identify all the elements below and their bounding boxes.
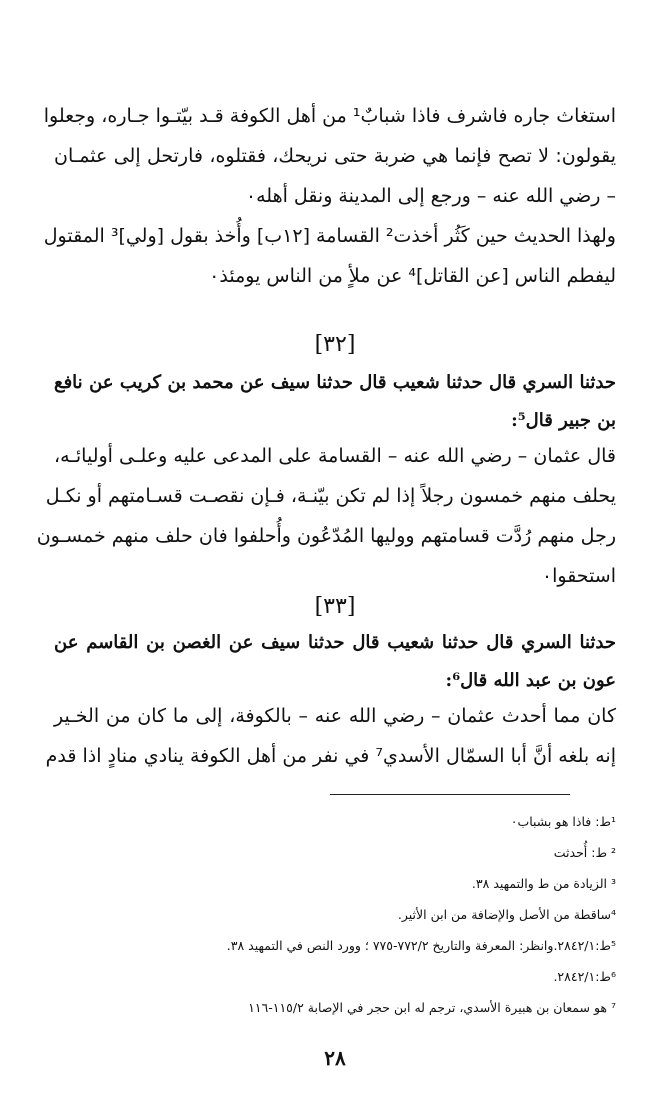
text-line: يقولون: لا تصح فإنما هي ضربة حتى نريحك، فقتلوه، فارتحل إلى عثمـان [54, 145, 616, 167]
text-line: كان مما أحدث عثمان – رضي الله عنه – بالكوفة، إلى ما كان من الخـير [54, 705, 616, 727]
top-paragraph [43, 96, 616, 296]
text-line: – رضي الله عنه – ورجع إلى المدينة ونقل أهله٠ [245, 185, 616, 207]
text-line: ليفطم الناس [عن القاتل]⁴ عن ملأٍ من الناس يومئذ٠ [209, 265, 616, 287]
footnote-separator [330, 794, 570, 795]
section-number-32: [٣٢] [314, 332, 356, 357]
footnote: ¹ط: فاذا هو بشباب٠ [510, 814, 616, 829]
page-number: ٢٨ [324, 1046, 346, 1070]
text-line: قال عثمان – رضي الله عنه – القسامة على المدعى عليه وعلـى أوليائـه، [54, 445, 616, 467]
section-33-text [45, 696, 616, 776]
footnote: ³ الزيادة من ط والتمهيد ٣٨. [471, 876, 616, 891]
footnotes [60, 806, 616, 1023]
section-number-33: [٣٣] [314, 594, 356, 619]
footnote: ⁷ هو سمعان بن هبيرة الأسدي، ترجم له ابن حجر في الإصابة ١١٥/٢-١١٦ [248, 1000, 616, 1015]
text-line: يحلف منهم خمسون رجلاً إذا لم تكن بيّنـة، فـإن نقصـت قسـامتهم أو نكـل [45, 485, 616, 507]
isnad-line: عون بن عبد الله قال⁶: [445, 670, 616, 691]
section-32-text [36, 436, 616, 596]
section-33-isnad [54, 624, 616, 700]
text-line: إنه بلغه أنَّ أبا السمّال الأسدي⁷ في نفر من أهل الكوفة ينادي منادٍ اذا قدم [45, 745, 616, 767]
section-32-isnad [54, 364, 616, 440]
text-line: استغاث جاره فاشرف فاذا شبابٌ¹ من أهل الكوفة قـد بيّتـوا جـاره، وجعلوا [43, 105, 616, 127]
footnote: ² ط: أُحدثت [553, 845, 616, 860]
footnote: ⁶ط:٢٨٤٢/١. [553, 969, 616, 984]
text-line: ولهذا الحديث حين كَثُر أخذت² القسامة [١٢ب] وأُخذ بقول [ولي]³ المقتول [43, 225, 616, 247]
text-line: رجل منهم رُدَّت قسامتهم ووليها المُدّعُون وأُحلفوا فان حلف منهم خمسـون [36, 525, 616, 547]
text-line: استحقوا٠ [541, 565, 616, 587]
isnad-line: حدثنا السري قال حدثنا شعيب قال حدثنا سيف عن محمد بن كريب عن نافع [54, 372, 616, 393]
isnad-line: بن جبير قال⁵: [511, 410, 616, 431]
footnote: ⁴ساقطة من الأصل والإضافة من ابن الأثير. [397, 907, 616, 922]
footnote: ⁵ط:٢٨٤٢/١.وانظر: المعرفة والتاريخ ٧٧٢/٢-٧٧٥ ؛ وورد النص في التمهيد ٣٨. [226, 938, 616, 953]
isnad-line: حدثنا السري قال حدثنا شعيب قال حدثنا سيف عن الغصن بن القاسم عن [54, 632, 616, 653]
